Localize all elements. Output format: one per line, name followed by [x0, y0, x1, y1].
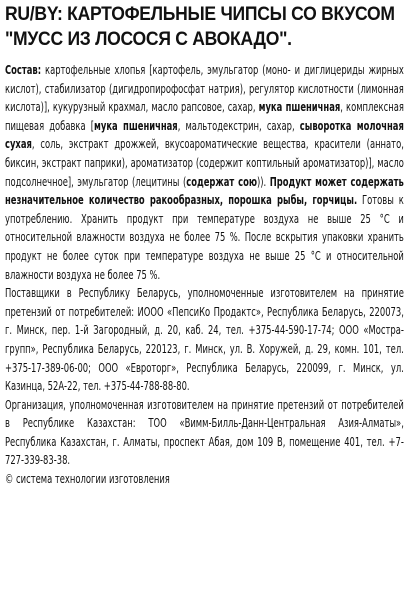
technology-line: © система технологии изготовления	[5, 471, 170, 487]
product-label	[5, 2, 404, 489]
composition-text-5: )).	[256, 173, 270, 189]
storage-text: Готовы к употреблению. Хранить продукт при температуре воздуха не выше 25 °С и относительной влажности воздуха не более 75 %. После вскрытия упаковки хранить продукт не более суток при температуре воздуха не выше 25 °С и относительной влажности воздуха не более 75 %.	[5, 192, 404, 282]
allergen-warning: Продукт может содержать незначительное количество ракообразных, порошка рыбы, горчицы.	[5, 173, 404, 208]
product-title: RU/BY: КАРТОФЕЛЬНЫЕ ЧИПСЫ СО ВКУСОМ "МУСС ИЗ ЛОСОСЯ С АВОКАДО".	[5, 3, 395, 50]
composition-text-3: , мальтодекстрин, сахар,	[177, 117, 300, 133]
composition-paragraph	[5, 61, 404, 284]
allergen-soy: содержат сою	[186, 173, 257, 189]
allergen-wheat-flour-1: мука пшеничная	[258, 99, 341, 115]
composition-text-2: , комплексная пищевая добавка [	[5, 99, 404, 133]
composition-text-4: , соль, экстракт дрожжей, вкусоароматические вещества, красители (аннато, биксин, экстракт паприки), ароматизатор (содержит коптильный ароматизатор)], масло подсолнечное], эмульгатор (лецитины (	[5, 136, 404, 189]
label-body	[5, 61, 404, 489]
composition-label: Состав:	[5, 62, 42, 77]
allergen-whey: сыворотка молочная сухая	[5, 117, 404, 152]
allergen-wheat-flour-2: мука пшеничная	[94, 117, 178, 133]
organization-kz-paragraph: Организация, уполномоченная изготовителем на принятие претензий от потребителей в Республике Казахстан: ТОО «Вимм-Билль-Данн-Центральная Азия-Алматы», Республика Казахстан, г. Алматы, проспект Абая, дом 109 В, помещение 401, тел. +7-727-339-83-38.	[5, 396, 404, 468]
suppliers-by-paragraph: Поставщики в Республику Беларусь, уполномоченные изготовителем на принятие претензий от потребителей: ИООО «ПепсиКо Продактс», Республика Беларусь, 220073, г. Минск, пер. 1-й Загородный, д. 20, каб. 24, тел. +375-44-590-17-74; ООО «Мостра-групп», Республика Беларусь, 220123, г. Минск, ул. В. Хоружей, д. 29, комн. 101, тел. +375-17-389-06-00; ООО «Евроторг», Республика Беларусь, 220099, г. Минск, ул. Казинца, 52А-22, тел. +375-44-788-88-80.	[5, 285, 404, 394]
composition-text-1: картофельные хлопья [картофель, эмульгатор (моно- и диглицериды жирных кислот), стабилизатор (дигидропирофосфат натрия), регулятор кислотности (лимонная кислота)], кукурузный крахмал, масло рапсовое, сахар,	[5, 62, 404, 115]
